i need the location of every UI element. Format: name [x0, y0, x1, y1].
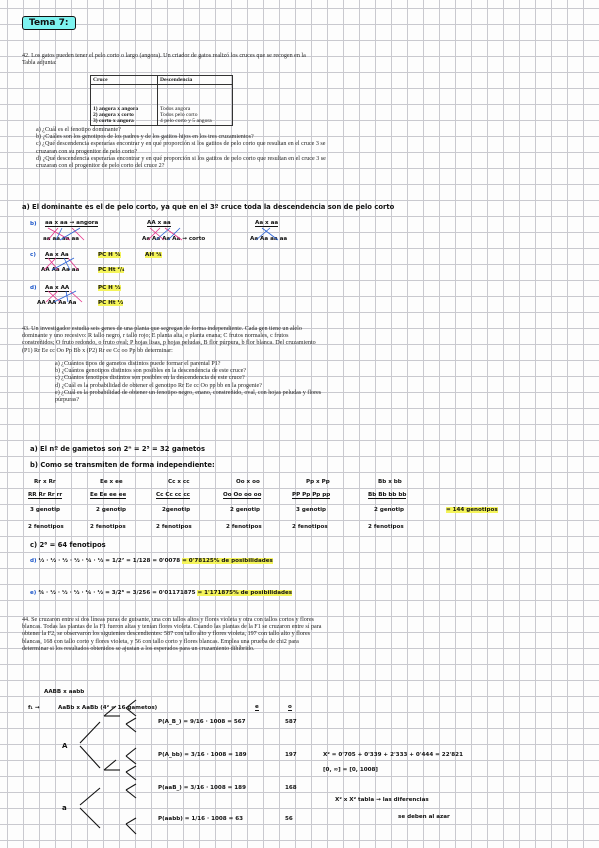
answer-42c-result2: AH ¼ — [145, 252, 162, 258]
allele-col-genotypes: 2 genotip — [230, 507, 261, 513]
allele-col-children: Bb Bb bb bb — [368, 492, 407, 498]
allele-col-phenotypes: 2 fenotipos — [156, 524, 192, 530]
allele-col-children: Oo Oo oo oo — [223, 492, 262, 498]
allele-col-children: RR Rr Rr rr — [28, 492, 63, 498]
tree-node-A: A — [62, 742, 68, 750]
answer-43b: b) Como se transmiten de forma independiente: — [30, 461, 215, 469]
allele-col-cross: Bb x bb — [378, 479, 402, 485]
column-expected-label: e — [255, 704, 259, 710]
observed-value: 197 — [285, 752, 297, 758]
allele-col-cross: Ee x ee — [100, 479, 123, 485]
allele-col-children: PP Pp Pp pp — [292, 492, 331, 498]
genotype-total: = 144 genotipos — [446, 507, 498, 513]
allele-col-phenotypes: 2 fenotipos — [90, 524, 126, 530]
answer-42d-label: d) — [30, 285, 37, 291]
allele-col-phenotypes: 2 fenotipos — [28, 524, 64, 530]
answer-44-f1-cross: AaBb x AaBb (4² = 16 gametos) — [58, 705, 158, 711]
answer-42d-result2: PC Ht ½ — [98, 300, 124, 306]
answer-42c-children: AA Aa Aa aa — [41, 267, 80, 273]
answer-42b-cross1: aa x aa → angora — [45, 220, 99, 226]
table-header-cross: Cruce — [91, 76, 158, 85]
problem-43-statement: 43. Un investigador estudia seis genes de una planta que segregan de forma independiente. Cada gen tiene un alelo dominante y uno recesivo: R tallo negro, r tallo rojo; E planta alta, e planta enana; C frutos normales, c frutos constreñidos; O fruto redondo, o fruto oval; P hojas lisas, p hojas peludas, B flor púrpura, b flor blanca. Del cruzamiento (P1) Rr Ee cc Oo Pp Bb x (P2) Rr ee Cc oo Pp bb determinar: — [22, 326, 316, 354]
answer-43d: d) ½ · ½ · ½ · ½ · ¼ · ½ = 1/2⁷ = 1/128 = 0'0078 = 0'78125% de posibilidades — [30, 558, 273, 564]
table-cell-offspring: Todos angora Todos pelo corto 4 pelo corto y 5 angora — [158, 85, 233, 126]
answer-42b-cross3: Aa x aa — [255, 220, 279, 226]
problem-43-questions: a) ¿Cuántos tipos de gametos distintos puede formar el parental P1? b) ¿Cuántos genotipos distintos son posibles en la descendencia de este cruce? c) ¿Cuántos fenotipos distintos son posibles en la descendencia de este cruce? d) ¿Cuál es la probabilidad de obtener el genotipo Rr Ee cc Oo pp bb en la progenie? e) ¿Cuál es la probabilidad de obtener un fenotipo negro, enano, constreñido, oval, con hojas peludas y flores púrpuras? — [55, 361, 322, 404]
answer-42b-cross2: AA x aa — [147, 220, 171, 226]
allele-col-genotypes: 3 genotip — [30, 507, 61, 513]
allele-col-phenotypes: 2 fenotipos — [368, 524, 404, 530]
probability-row: P(A_bb) = 3/16 · 1008 = 189 — [158, 752, 247, 758]
probability-row: P(A_B_) = 9/16 · 1008 = 567 — [158, 719, 246, 725]
answer-42c-result1: PC H ¾ — [98, 252, 121, 258]
problem-42-questions: a) ¿Cuál es el fenotipo dominante? b) ¿Cuáles son los genotipos de los padres y de los gatitos hijos en los tres cruzamientos? c) ¿Qué descendencia esperarías encontrar y en qué proporción si los gatitos de pelo corto que resultan en el cruce 3 se cruzaran con su progenitor de pelo corto? d) ¿Qué descendencia esperarías encontrar y en qué proporción si los gatitos de pelo corto que resultan en el cruce 3 se cruzaran con el progenitor de pelo corto del cruce 2? — [36, 127, 326, 170]
allele-col-cross: Oo x oo — [236, 479, 260, 485]
answer-43c: c) 2⁶ = 64 fenotipos — [30, 541, 106, 549]
allele-col-cross: Pp x Pp — [306, 479, 330, 485]
allele-col-genotypes: 2genotip — [162, 507, 191, 513]
allele-col-phenotypes: 2 fenotipos — [226, 524, 262, 530]
answer-42c-result3: PC Ht ²/₄ — [98, 267, 125, 273]
answer-42a: a) El dominante es el de pelo corto, ya que en el 3º cruce toda la descendencia son de pelo corto — [22, 203, 395, 211]
answer-42d-cross: Aa x AA — [45, 285, 70, 291]
table-header-offspring: Descendencia — [158, 76, 233, 85]
answer-42b-label: b) — [30, 221, 37, 227]
observed-value: 168 — [285, 785, 297, 791]
conclusion-line1: X² x X² tabla → las diferencias — [335, 797, 429, 803]
answer-42b-children1: aa aa aa aa — [43, 236, 80, 242]
allele-col-children: Ee Ee ee ee — [90, 492, 127, 498]
allele-col-genotypes: 2 genotip — [374, 507, 405, 513]
answer-43e: e) ¾ · ½ · ½ · ½ · ¼ · ½ = 3/2⁸ = 3/256 = 0'01171875 = 1'171875% de posibilidades — [30, 590, 293, 596]
problem-44-statement: 44. Se cruzaron entre sí dos líneas puras de guisante, una con tallos altos y flores violeta y otra con tallos cortos y flores blancas. Todas las plantas de la F1 fueron altas y tenían flores violeta. Cuando las plantas de la F1 se cruzaron entre sí para obtener la F2, se observaron los siguientes descendientes: 587 con tallo alto y flores violeta, 197 con tallo alto y flores blancas, 168 con tallo corto y flores violeta, y 56 con tallo corto y flores blancas. Emplea una prueba de chi2 para determinar si los resultados obtenidos se ajustan a los esperados para un cruzamiento dihíbrido. — [22, 617, 322, 652]
answer-42d-children: AA AA Aa Aa — [37, 300, 77, 306]
answer-42d-result1: PC H ½ — [98, 285, 121, 291]
probability-row: P(aaB_) = 3/16 · 1008 = 189 — [158, 785, 246, 791]
allele-col-genotypes: 3 genotip — [296, 507, 327, 513]
problem-42-statement: 42. Los gatos pueden tener el pelo corto o largo (angora). Un criador de gatos realizó los cruces que se recogen en la Tabla adjunta: — [22, 53, 306, 67]
answer-42c-cross: Aa x Aa — [45, 252, 69, 258]
answer-42b-children2: Aa Aa Aa Aa → corto — [142, 236, 206, 242]
chi-square-sum: X² = 0'705 + 0'339 + 2'333 + 0'444 = 22'821 — [323, 752, 463, 758]
observed-value: 587 — [285, 719, 297, 725]
chi-square-range: [0, ∞] = [0, 1008] — [323, 767, 378, 773]
column-observed-label: o — [288, 704, 292, 710]
page-title: Tema 7: — [22, 16, 76, 30]
table-cell-cross: 1) angora x angora 2) angora x corto 3) corto x angora — [91, 85, 158, 126]
conclusion-line2: se deben al azar — [398, 814, 450, 820]
allele-col-genotypes: 2 genotip — [96, 507, 127, 513]
allele-col-phenotypes: 2 fenotipos — [292, 524, 328, 530]
probability-row: P(aabb) = 1/16 · 1008 = 63 — [158, 816, 244, 822]
answer-42c-label: c) — [30, 252, 36, 258]
answer-42b-children3: Aa Aa aa aa — [250, 236, 288, 242]
observed-value: 56 — [285, 816, 293, 822]
tree-node-a: a — [62, 804, 67, 812]
allele-col-cross: Rr x Rr — [34, 479, 56, 485]
allele-col-children: Cc Cc cc cc — [156, 492, 190, 498]
answer-43a: a) El nº de gametos son 2ⁿ = 2⁵ = 32 gametos — [30, 445, 205, 453]
allele-col-cross: Cc x cc — [168, 479, 190, 485]
answer-44-f1-label: f₁ → — [28, 705, 40, 711]
answer-44-parent-cross: AABB x aabb — [44, 689, 85, 695]
